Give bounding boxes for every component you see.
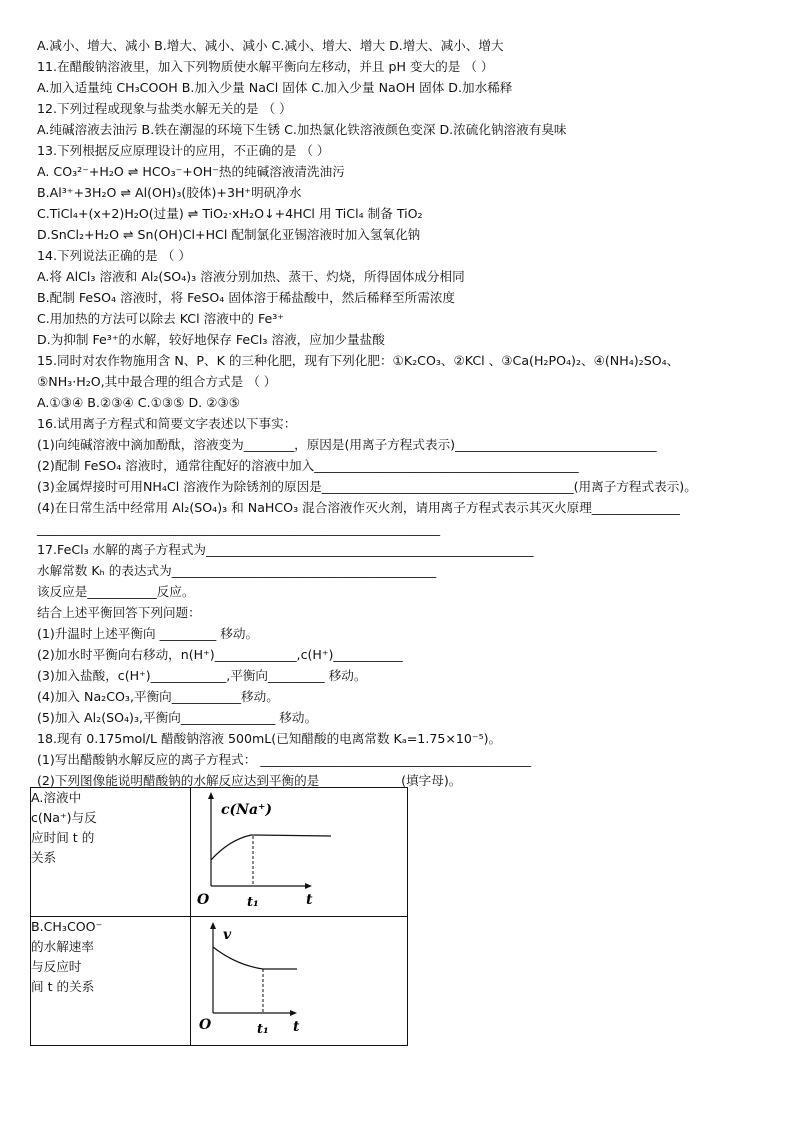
origin-label: O bbox=[197, 892, 210, 908]
q17-kh: 水解常数 Kₕ 的表达式为__________________________________________ bbox=[37, 563, 437, 578]
q14-option-b: B.配制 FeSO₄ 溶液时，将 FeSO₄ 固体溶于稀盐酸中，然后稀释至所需浓度 bbox=[37, 290, 456, 305]
q12-options: A.纯碱溶液去油污 B.铁在潮湿的环境下生锈 C.加热氯化铁溶液颜色变深 D.浓硫化钠溶液有臭味 bbox=[37, 122, 567, 137]
q17-part5: (5)加入 Al₂(SO₄)₃,平衡向_______________ 移动。 bbox=[37, 710, 318, 725]
q16-part4: (4)在日常生活中经常用 Al₂(SO₄)₃ 和 NaHCO₃ 混合溶液作灭火剂，请用离子方程式表示其灭火原理______________ bbox=[37, 500, 680, 515]
q16-part4-blank: ________________________________________________________________ bbox=[37, 521, 440, 536]
q18-stem: 18.现有 0.175mol/L 醋酸钠溶液 500mL(已知醋酸的电离常数 Kₐ=1.75×10⁻⁵)。 bbox=[37, 731, 502, 746]
q13-stem: 13.下列根据反应原理设计的应用，不正确的是 （ ） bbox=[37, 143, 330, 158]
option-a-label: A.溶液中 c(Na⁺)与反 应时间 t 的 关系 bbox=[31, 788, 191, 917]
y-axis-label: v bbox=[223, 927, 232, 943]
option-b-graph bbox=[191, 917, 408, 1046]
q17-part3: (3)加入盐酸，c(H⁺)____________,平衡向_________ 移动。 bbox=[37, 668, 367, 683]
q16-part2: (2)配制 FeSO₄ 溶液时，通常往配好的溶液中加入__________________________________________ bbox=[37, 458, 579, 473]
q16-stem: 16.试用离子方程式和简要文字表述以下事实： bbox=[37, 416, 297, 431]
q13-option-c: C.TiCl₄+(x+2)H₂O(过量) ⇌ TiO₂·xH₂O↓+4HCl 用 TiCl₄ 制备 TiO₂ bbox=[37, 206, 423, 221]
q13-option-b: B.Al³⁺+3H₂O ⇌ Al(OH)₃(胶体)+3H⁺明矾净水 bbox=[37, 185, 302, 200]
q18-part1: (1)写出醋酸钠水解反应的离子方程式： ___________________________________________ bbox=[37, 752, 532, 767]
q17-part1: (1)升温时上述平衡向 _________ 移动。 bbox=[37, 626, 259, 641]
q14-option-c: C.用加热的方法可以除去 KCl 溶液中的 Fe³⁺ bbox=[37, 311, 284, 326]
t1-label: t₁ bbox=[257, 1022, 269, 1037]
q15-stem-cont: ⑤NH₃·H₂O,其中最合理的组合方式是 （ ） bbox=[37, 374, 277, 389]
q17-intro: 结合上述平衡回答下列问题： bbox=[37, 605, 201, 620]
option-a-graph bbox=[191, 788, 408, 917]
q11-options: A.加入适量纯 CH₃COOH B.加入少量 NaCl 固体 C.加入少量 NaOH 固体 D.加水稀释 bbox=[37, 80, 513, 95]
q15-stem: 15.同时对农作物施用含 N、P、K 的三种化肥，现有下列化肥：①K₂CO₃、②KCl 、③Ca(H₂PO₄)₂、④(NH₄)₂SO₄、 bbox=[37, 353, 680, 368]
q18-part2: (2)下列图像能说明醋酸钠的水解反应达到平衡的是_____________(填字母)。 bbox=[37, 773, 462, 788]
q10-options: A.减小、增大、减小 B.增大、减小、减小 C.减小、增大、增大 D.增大、减小、增大 bbox=[37, 38, 504, 53]
q14-option-a: A.将 AlCl₃ 溶液和 Al₂(SO₄)₃ 溶液分别加热、蒸干、灼烧，所得固体成分相同 bbox=[37, 269, 465, 284]
q15-options: A.①③④ B.②③④ C.①③⑤ D. ②③⑤ bbox=[37, 395, 241, 410]
q17-part4: (4)加入 Na₂CO₃,平衡向___________移动。 bbox=[37, 689, 279, 704]
q17-stem: 17.FeCl₃ 水解的离子方程式为____________________________________________________ bbox=[37, 542, 534, 557]
option-b-label: B.CH₃COO⁻ 的水解速率 与反应时 间 t 的关系 bbox=[31, 917, 191, 1046]
q14-option-d: D.为抑制 Fe³⁺的水解，较好地保存 FeCl₃ 溶液，应加少量盐酸 bbox=[37, 332, 385, 347]
q13-option-d: D.SnCl₂+H₂O ⇌ Sn(OH)Cl+HCl 配制氯化亚锡溶液时加入氢氧化钠 bbox=[37, 227, 421, 242]
graph-options-table bbox=[30, 787, 408, 1046]
q16-part3: (3)金属焊接时可用NH₄Cl 溶液作为除锈剂的原因是________________________________________(用离子方程式表示)。 bbox=[37, 479, 697, 494]
q17-part2: (2)加水时平衡向右移动，n(H⁺)_____________,c(H⁺)___________ bbox=[37, 647, 403, 662]
q16-part1: (1)向纯碱溶液中滴加酚酞，溶液变为________，原因是(用离子方程式表示)________________________________ bbox=[37, 437, 657, 452]
q13-option-a: A. CO₃²⁻+H₂O ⇌ HCO₃⁻+OH⁻热的纯碱溶液清洗油污 bbox=[37, 164, 345, 179]
x-axis-label: t bbox=[306, 892, 313, 908]
q11-stem: 11.在醋酸钠溶液里，加入下列物质使水解平衡向左移动，并且 pH 变大的是 （ ） bbox=[37, 59, 494, 74]
origin-label: O bbox=[199, 1017, 212, 1033]
q17-reaction-type: 该反应是___________反应。 bbox=[37, 584, 195, 599]
y-axis-label: c(Na⁺) bbox=[221, 802, 273, 818]
q14-stem: 14.下列说法正确的是 （ ） bbox=[37, 248, 191, 263]
t1-label: t₁ bbox=[247, 895, 259, 910]
x-axis-label: t bbox=[293, 1019, 300, 1035]
q12-stem: 12.下列过程或现象与盐类水解无关的是 （ ） bbox=[37, 101, 292, 116]
